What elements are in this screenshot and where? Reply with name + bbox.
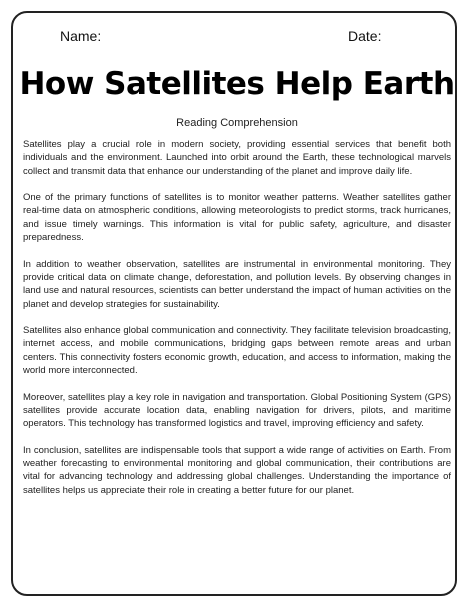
date-label: Date: [348,28,382,44]
page-subtitle: Reading Comprehension [176,117,298,129]
paragraph-communication: Satellites also enhance global communication and connectivity. They facilitate television broadcasting, internet access, and mobile communications, bridging gaps between remote areas and urban centers. This connectivity fosters economic growth, education, and access to information, making the world more interconnected. [23,325,451,377]
reading-passage [23,138,451,510]
paragraph-conclusion: In conclusion, satellites are indispensable tools that support a wide range of activities on Earth. From weather forecasting to environmental monitoring and global communication, their contributions are vital for advancing technology and addressing global challenges. Understanding the importance of satellites helps us appreciate their role in creating a better future for our planet. [23,444,451,496]
paragraph-environment: In addition to weather observation, satellites are instrumental in environmental monitoring. They provide critical data on climate change, deforestation, and pollution levels. By observing changes in land use and natural resources, scientists can better understand the impact of human activities on the planet and develop strategies for sustainability. [23,258,451,310]
paragraph-navigation: Moreover, satellites play a key role in navigation and transportation. Global Positioning System (GPS) satellites provide accurate location data, enabling navigation for drivers, pilots, and maritime operators. This technology has transformed logistics and travel, improving efficiency and safety. [23,391,451,430]
paragraph-intro: Satellites play a crucial role in modern society, providing essential services that benefit both individuals and the environment. Launched into orbit around the Earth, these technological marvels collect and transmit data that enhance our understanding of the planet and improve daily life. [23,139,451,177]
name-label: Name: [60,28,102,44]
page-title: How Satellites Help Earth [19,66,455,102]
paragraph-weather: One of the primary functions of satellites is to monitor weather patterns. Weather satellites gather real-time data on atmospheric conditions, allowing meteorologists to predict storms, track hurricanes, and issue timely warnings. This information is vital for public safety, agriculture, and disaster preparedness. [23,192,451,244]
